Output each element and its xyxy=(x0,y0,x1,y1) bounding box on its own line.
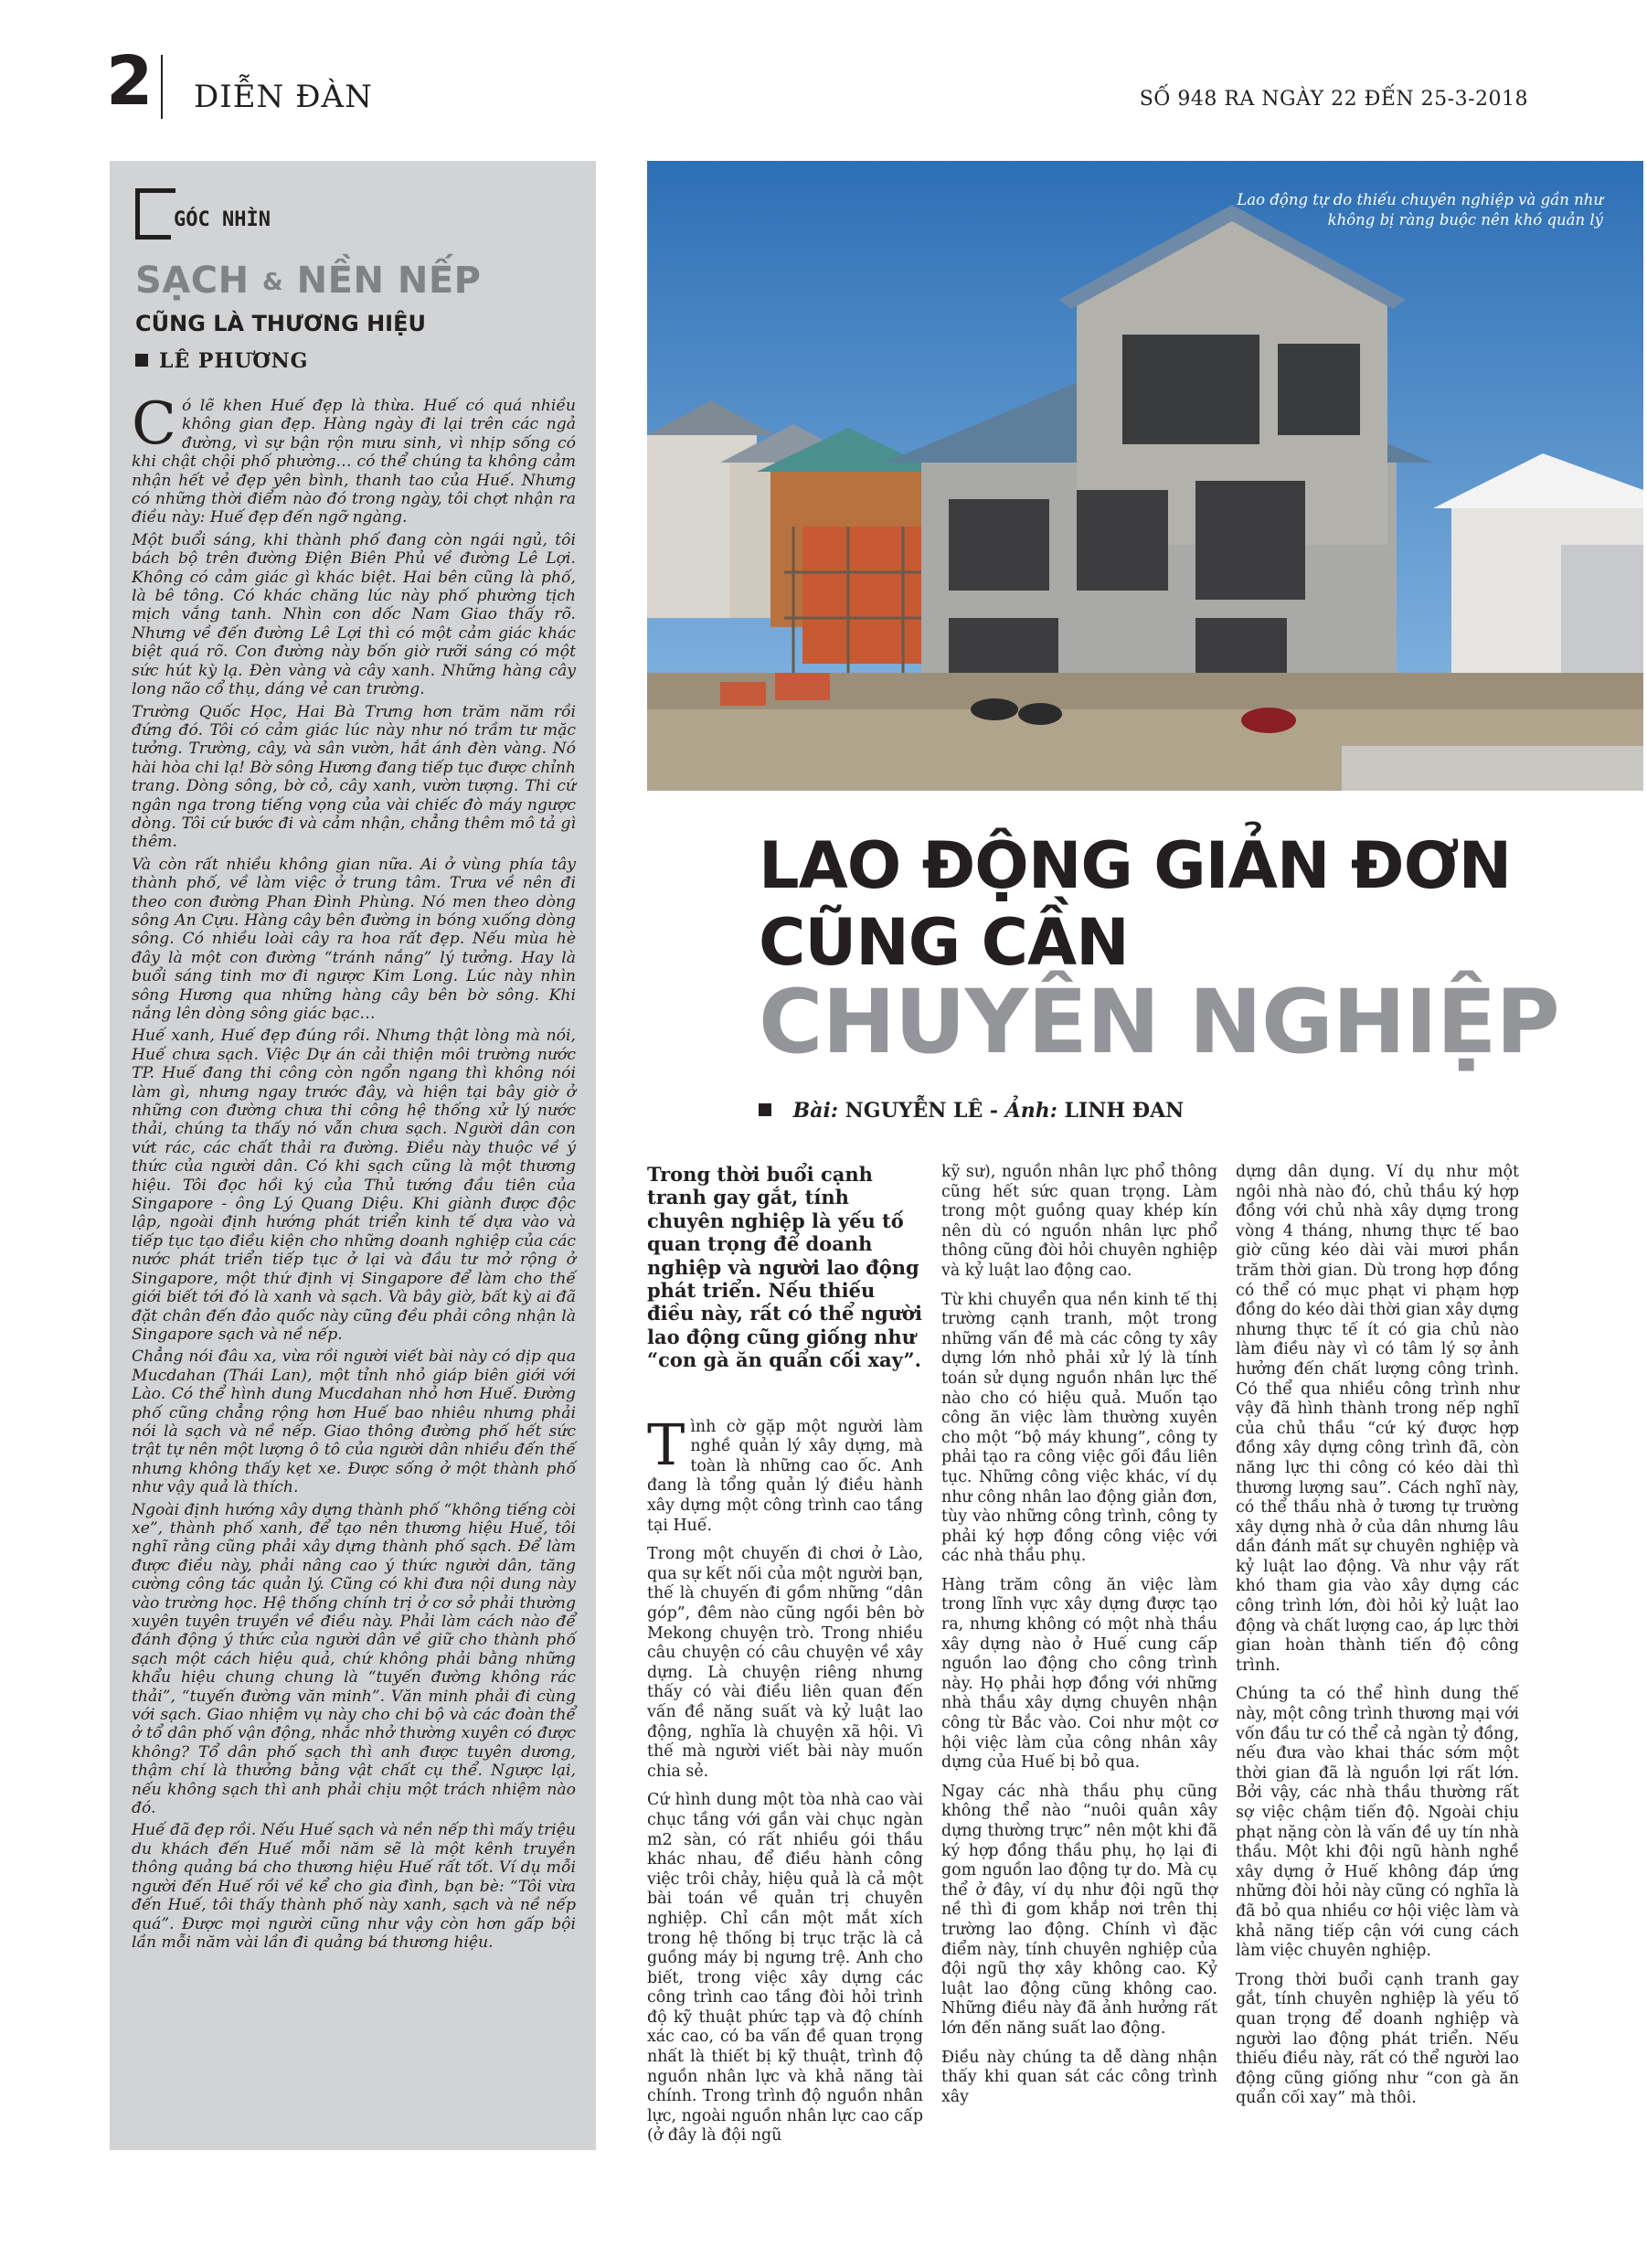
sidebar-subtitle: CŨNG LÀ THƯƠNG HIỆU xyxy=(135,311,426,336)
sidebar-title xyxy=(135,260,482,302)
sidebar-title-amp: & xyxy=(262,269,284,296)
article-column-2 xyxy=(941,1163,1217,2116)
byline-label-text: Bài: xyxy=(792,1099,838,1123)
byline: Bài: NGUYỄN LÊ - Ảnh: LINH ĐAN xyxy=(759,1099,1184,1123)
photo-caption: Lao động tự do thiếu chuyên nghiệp và gần như không bị ràng buộc nên khó quản lý xyxy=(1237,191,1603,229)
sidebar-paragraph: Huế xanh, Huế đẹp đúng rồi. Nhưng thật lòng mà nói, Huế chưa sạch. Việc Dự án cải thiện môi trường nước TP. Huế đang thi công còn ngổn ngang thì không nói làm gì, nhưng ngay trước đây, và hiện tại bây giờ ở những con đường chưa thi công hệ thống xử lý nước thải, chúng ta thấy nó vẫn chưa sạch. Người dân con vứt rác, các chất thải ra đường. Điều này thuộc về ý thức của người dân. Có khi sạch cũng là một thương hiệu. Tôi đọc hồi ký của Thủ tướng đầu tiên của Singapore - ông Lý Quang Diệu. Khi giành được độc lập, ngoài định hướng phát triển kinh tế dựa vào và tiếp tục tạo điều kiện cho những doanh nghiệp của các nước phát triển tiếp tục ở lại và đầu tư mở rộng ở Singapore, một thứ định vị Singapore để làm cho thế giới biết tới đó là xanh và sạch. Và bây giờ, bất kỳ ai đã đặt chân đến đảo quốc này cũng đều phải công nhận là Singapore sạch và nề nếp. xyxy=(132,1027,576,1344)
article-dropcap: T xyxy=(647,1411,685,1478)
sidebar-paragraph: Huế đã đẹp rồi. Nếu Huế sạch và nền nếp thì mấy triệu du khách đến Huế mỗi năm sẽ là một kênh truyền thông quảng bá cho thương hiệu Huế rất tốt. Ví dụ mỗi người đến Huế rồi về kể cho gia đình, bạn bè: “Tôi vừa đến Huế, tôi thấy thành phố này xanh, sạch và nề nếp quá”. Được mọi người cũng như vậy còn hơn gấp bội lần mỗi năm vài lần đi quảng bá thương hiệu. xyxy=(132,1821,576,1952)
corner-mark-frame xyxy=(135,188,171,240)
article-paragraph: dựng dân dụng. Ví dụ như một ngôi nhà nào đó, chủ thầu ký hợp đồng với chủ nhà xây dựng trong vòng 4 tháng, nhưng thực tế bao giờ cũng kéo dài vài mươi phần trăm thời gian. Dù trong hợp đồng có thể có mục phạt vi phạm hợp đồng do kéo dài thời gian xây dựng nhưng thực tế ít có gia chủ nào làm điều này vì có tâm lý sợ ảnh hưởng đến chất lượng công trình. Có thể qua nhiều công trình như vậy đã hình thành trong nếp nghĩ của chủ thầu “cứ ký được hợp đồng xây dựng công trình đã, còn năng lực thi công có kéo dài thì thương lượng sau”. Cách nghĩ này, có thể thầu nhà ở tương tự trường xây dựng nhà ở của dân nhưng lâu dần đánh mất sự chuyên nghiệp và kỷ luật lao động. Và như vậy rất khó tham gia vào xây dựng các công trình lớn, đòi hỏi kỷ luật lao động và chất lượng cao, áp lực thời gian hoàn thành tiến độ công trình. xyxy=(1236,1163,1519,1675)
column-label: GÓC NHÌN xyxy=(174,208,271,231)
sidebar-paragraph: Một buổi sáng, khi thành phố đang còn ngái ngủ, tôi bách bộ trên đường Điện Biên Phủ về đường Lê Lợi. Không có cảm giác gì khác biệt. Hai bên cũng là phố, là bê tông. Có khác chăng lúc này phố phường tịch mịch vắng tanh. Nhìn con dốc Nam Giao thấy rõ. Nhưng về đến đường Lê Lợi thì có một cảm giác khác biệt quá rõ. Con đường này bốn giờ rưỡi sáng có một sức hút kỳ lạ. Đèn vàng và cây xanh. Những hàng cây long não cổ thụ, dáng vẻ can trường. xyxy=(132,530,576,699)
sidebar-title-part2: NỀN NẾP xyxy=(296,260,482,302)
article-paragraph: Trong một chuyến đi chơi ở Lào, qua sự kết nối của một người bạn, thế là chuyến đi gồm những “dân góp”, đêm nào cũng ngồi bên bờ Mekong chuyện trò. Trong nhiều câu chuyện có câu chuyện về xây dựng. Là chuyện riêng nhưng thấy có vài điều liên quan đến vấn đề năng suất và kỷ luật lao động, nghĩa là chuyện xã hội. Vì thế mà người viết bài này muốn chia sẻ. xyxy=(647,1545,923,1781)
byline-label-photo: Ảnh: xyxy=(1004,1099,1057,1123)
sidebar-body xyxy=(132,390,576,1955)
article-column-3 xyxy=(1236,1163,1519,2118)
article-paragraph: Ngay các nhà thầu phụ cũng không thể nào “nuôi quân xây dựng thường trực” nên một khi đã ký hợp đồng thầu phụ, họ lại đi gom nguồn lao động tự do. Mà cụ thể ở đây, ví dụ như đội ngũ thợ nề thì đi gom khắp nơi trên thị trường lao động. Chính vì đặc điểm này, tính chuyên nghiệp của đội ngũ thợ xây không cao. Kỷ luật lao động cũng không cao. Những điều này đã ảnh hưởng rất lớn đến năng suất lao động. xyxy=(941,1782,1217,2038)
headline-line-3: CHUYÊN NGHIỆP xyxy=(759,971,1559,1073)
sidebar-paragraph: Trường Quốc Học, Hai Bà Trưng hơn trăm năm rồi đứng đó. Tôi có cảm giác lúc này như nó trầm tư mặc tưởng. Trường, cây, và sân vườn, hắt ánh đèn vàng. Nó hài hòa chi lạ! Bờ sông Hương đang tiếp tục được chỉnh trang. Dòng sông, bờ cỏ, cây xanh, vườn tượng. Thi cứ ngân nga trong tiếng vọng của vài chiếc đò máy ngược dòng. Tôi cứ bước đi và cảm nhận, chẳng thêm mô tả gì thêm. xyxy=(132,702,576,852)
article-paragraph: Từ khi chuyển qua nền kinh tế thị trường cạnh tranh, một trong những vấn đề mà các công ty xây dựng lớn nhỏ phải xử lý là tính toán sử dụng nguồn nhân lực thế nào cho có hiệu quả. Muốn tạo công ăn việc làm thường xuyên cho một “bộ máy khung”, công ty phải tạo ra công việc gối đầu liên tục. Những công việc khác, ví dụ như công nhân lao động giản đơn, tùy vào những công trình, công ty phải ký hợp đồng công việc với các nhà thầu phụ. xyxy=(941,1290,1217,1566)
issue-info: SỐ 948 RA NGÀY 22 ĐẾN 25-3-2018 xyxy=(1139,88,1528,111)
sidebar-author: LÊ PHƯƠNG xyxy=(135,349,308,373)
byline-photographer: LINH ĐAN xyxy=(1064,1099,1185,1123)
sidebar-paragraph: Ngoài định hướng xây dựng thành phố “không tiếng còi xe”, thành phố xanh, để tạo nên thương hiệu Huế, tôi nghĩ rằng cũng phải xây dựng thành phố sạch. Để làm được điều này, phải nâng cao ý thức người dân, tăng cường công tác quản lý. Cũng có khi đưa nội dung này vào trường học. Hệ thống chính trị ở cơ sở phải thường xuyên tuyên truyền về điều này. Phải làm cách nào để đánh động ý thức của người dân về giữ cho thành phố sạch một cách hiệu quả, chứ không phải bằng những khẩu hiệu chung chung là “tuyến đường không rác thải”, “tuyến đường văn minh”. Văn minh phải đi cùng với sạch. Giao nhiệm vụ này cho chi bộ và các đoàn thể ở tổ dân phố vận động, nhắc nhở thường xuyên có được không? Tổ dân phố sạch thì anh được tuyên dương, thậm chí là thưởng bằng vật chất cụ thể. Ngược lại, nếu không sạch thì anh phải chịu một trách nhiệm nào đó. xyxy=(132,1500,576,1818)
headline-line-1: LAO ĐỘNG GIẢN ĐƠN xyxy=(759,828,1512,903)
sidebar-paragraph: Và còn rất nhiều không gian nữa. Ai ở vùng phía tây thành phố, về làm việc ở trung tâm. Trưa về nên đi theo con đường Phan Đình Phùng. Nó men theo dòng sông An Cựu. Hàng cây bên đường in bóng xuống dòng sông. Có nhiều loài cây ra hoa rất đẹp. Nếu mùa hè đây là một con đường “tránh nắng” lý tưởng. Hay là buổi sáng tinh mơ đi ngược Kim Long. Lúc này nhìn sông Hương qua những hàng cây bên bờ sông. Khi nắng lên dòng sông giác bạc… xyxy=(132,855,576,1023)
sidebar-dropcap: C xyxy=(132,390,176,458)
article-paragraph: Điều này chúng ta dễ dàng nhận thấy khi quan sát các công trình xây xyxy=(941,2048,1217,2106)
sidebar-title-part1: SẠCH xyxy=(135,260,250,302)
article-paragraph: Chúng ta có thể hình dung thế này, một công trình thương mại với vốn đầu tư có thể cả ngàn tỷ đồng, nếu đưa vào khai thác sớm một thời gian đã là nguồn lợi rất lớn. Bởi vậy, các nhà thầu thường rất sợ việc chậm tiến độ. Ngoài chịu phạt nặng còn là vấn đề uy tín nhà thầu. Một khi đội ngũ hành nghề xây dựng ở Huế không đáp ứng những đòi hỏi này cũng có nghĩa là đã bỏ qua nhiều cơ hội việc làm và khả năng tiếp cận với cung cách làm việc chuyên nghiệp. xyxy=(1236,1685,1519,1961)
byline-author: NGUYỄN LÊ xyxy=(845,1099,983,1123)
article-paragraph: Trong thời buổi cạnh tranh gay gắt, tính chuyên nghiệp là yếu tố quan trọng để doanh nghiệp và người lao động phát triển. Nếu thiếu điều này, rất có thể người lao động cũng giống như “con gà ăn quẩn cối xay” mà thôi. xyxy=(1236,1970,1519,2108)
article-paragraph: Tình cờ gặp một người làm nghề quản lý xây dựng, mà toàn là những cao ốc. Anh đang là tổng quản lý điều hành xây dựng một công trình cao tầng tại Huế. xyxy=(647,1411,923,1535)
page-number: 2 xyxy=(106,42,154,121)
construction-photo xyxy=(647,161,1643,791)
sidebar-paragraph: Có lẽ khen Huế đẹp là thừa. Huế có quá nhiều không gian đẹp. Hàng ngày đi lại trên các ngả đường, vì sự bận rộn mưu sinh, vì nhịp sống có khi chật chội phố phường… có thể chúng ta không cảm nhận hết vẻ đẹp yên bình, thanh tao của Huế. Nhưng có những thời điểm nào đó trong ngày, tôi chợt nhận ra điều này: Huế đẹp đến ngỡ ngàng. xyxy=(132,390,576,527)
header-divider xyxy=(161,55,163,119)
sidebar-paragraph: Chẳng nói đâu xa, vừa rồi người viết bài này có dịp qua Mucdahan (Thái Lan), một tỉnh nhỏ giáp biên giới với Lào. Có thể hình dung Mucdahan nhỏ hơn Huế. Đường phố cũng chẳng rộng hơn Huế bao nhiêu nhưng phải nói là sạch và nề nếp. Giao thông đường phố hết sức trật tự nên một lượng ô tô của người dân nhiều đến thế nhưng không thấy kẹt xe. Được sống ở một thành phố như vậy quả là thích. xyxy=(132,1347,576,1497)
section-name: DIỄN ĐÀN xyxy=(194,79,373,115)
article-paragraph: Hàng trăm công ăn việc làm trong lĩnh vực xây dựng được tạo ra, nhưng không có một nhà thầu xây dựng nào ở Huế cung cấp nguồn lao động cho công trình này. Họ phải hợp đồng với những nhà thầu xây dựng chuyên nhận công từ Bắc vào. Coi như một cơ hội việc làm của công nhân xây dựng của Huế bị bỏ qua. xyxy=(941,1575,1217,1773)
article-column-1 xyxy=(647,1163,923,2156)
article-lead: Trong thời buổi cạnh tranh gay gắt, tính chuyên nghiệp là yếu tố quan trọng để doanh nghiệp và người lao động phát triển. Nếu thiếu điều này, rất có thể người lao động cũng giống như “con gà ăn quẩn cối xay”. xyxy=(647,1163,922,1372)
article-paragraph: kỹ sư), nguồn nhân lực phổ thông cũng hết sức quan trọng. Làm trong một guồng quay khép kín nên dù có nguồn nhân lực phổ thông cũng đòi hỏi chuyên nghiệp và kỷ luật lao động cao. xyxy=(941,1163,1217,1280)
construction-photo-illustration xyxy=(647,161,1643,791)
headline-line-2: CŨNG CẦN xyxy=(759,905,1129,980)
article-paragraph: Cứ hình dung một tòa nhà cao vài chục tầng với gần vài chục ngàn m2 sàn, có rất nhiều gói thầu khác nhau, để điều hành công việc trôi chảy, hiệu quả là cả một bài toán về quản trị chuyên nghiệp. Chỉ cần một mắt xích trong hệ thống bị trục trặc là cả guồng máy bị ngưng trệ. Anh cho biết, trong việc xây dựng các công trình cao tầng đòi hỏi trình độ kỹ thuật phức tạp và độ chính xác cao, có ba vấn đề quan trọng nhất là thiết bị kỹ thuật, trình độ nguồn nhân lực và khả năng tài chính. Trong trình độ nguồn nhân lực, ngoài nguồn nhân lực cao cấp (ở đây là đội ngũ xyxy=(647,1791,923,2146)
